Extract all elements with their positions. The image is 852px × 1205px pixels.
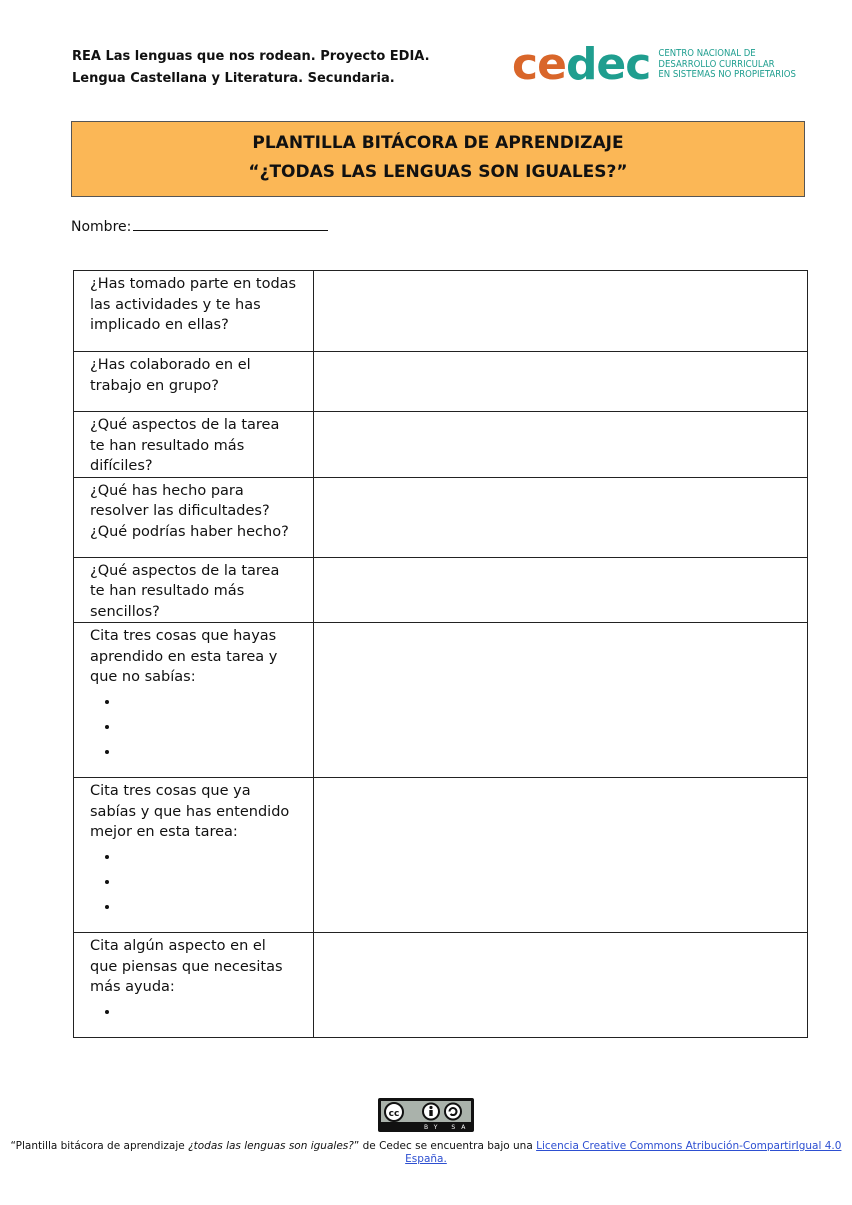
answer-cell[interactable] xyxy=(314,933,808,1038)
answer-cell[interactable] xyxy=(314,352,808,412)
answer-cell[interactable] xyxy=(314,557,808,623)
table-row xyxy=(74,557,808,623)
answer-cell[interactable] xyxy=(314,477,808,557)
footer-text-italic: ¿todas las lenguas son iguales? xyxy=(188,1140,354,1152)
header-line-2: Lengua Castellana y Literatura. Secundaria. xyxy=(72,71,395,86)
cc-symbols xyxy=(381,1101,471,1122)
table-row xyxy=(74,933,808,1038)
logo-wordmark xyxy=(512,40,650,90)
bullet-item xyxy=(120,690,297,715)
nombre-label: Nombre: xyxy=(71,219,132,235)
document-header xyxy=(72,46,430,90)
bullet-item xyxy=(120,715,297,740)
question-cell xyxy=(74,933,314,1038)
bullet-item xyxy=(120,1000,297,1025)
answer-cell[interactable] xyxy=(314,778,808,933)
question-cell xyxy=(74,778,314,933)
question-cell: ¿Qué aspectos de la tarea te han resultado más sencillos? xyxy=(74,557,314,623)
bullet-item xyxy=(120,870,297,895)
svg-text:cc: cc xyxy=(388,1109,400,1119)
title-line-1: PLANTILLA BITÁCORA DE APRENDIZAJE xyxy=(252,133,624,153)
creative-commons-by-sa-icon xyxy=(378,1098,474,1132)
title-line-2: “¿TODAS LAS LENGUAS SON IGUALES?” xyxy=(248,162,628,182)
question-cell: ¿Qué aspectos de la tarea te han resultado más difíciles? xyxy=(74,412,314,478)
bullet-item xyxy=(120,740,297,765)
logo-sub-line-2: DESARROLLO CURRICULAR xyxy=(658,58,775,70)
logo-word-teal: dec xyxy=(565,39,651,90)
question-cell xyxy=(74,623,314,778)
question-text: Cita tres cosas que hayas aprendido en esta tarea y que no sabías: xyxy=(90,628,278,685)
bullet-item xyxy=(120,895,297,920)
table-row xyxy=(74,477,808,557)
question-text: Cita algún aspecto en el que piensas que necesitas más ayuda: xyxy=(90,938,283,995)
table-row xyxy=(74,412,808,478)
title-box xyxy=(71,121,805,197)
logo-sub-line-3: EN SISTEMAS NO PROPIETARIOS xyxy=(658,69,796,81)
answer-cell[interactable] xyxy=(314,412,808,478)
license-text xyxy=(0,1140,852,1166)
answer-cell[interactable] xyxy=(314,623,808,778)
cc-badge-labels: BY SA xyxy=(424,1124,472,1131)
cedec-logo xyxy=(512,40,796,90)
header-line-1: REA Las lenguas que nos rodean. Proyecto EDIA. xyxy=(72,49,430,64)
nombre-blank-line[interactable] xyxy=(133,216,328,231)
table-row xyxy=(74,352,808,412)
question-cell: ¿Qué has hecho para resolver las dificultades? ¿Qué podrías haber hecho? xyxy=(74,477,314,557)
logo-word-orange: ce xyxy=(512,39,566,90)
bullet-list xyxy=(90,1000,297,1025)
question-cell: ¿Has colaborado en el trabajo en grupo? xyxy=(74,352,314,412)
license-link[interactable]: Licencia Creative Commons Atribución-CompartirIgual 4.0 España. xyxy=(405,1140,842,1165)
bullet-list xyxy=(90,845,297,920)
answer-cell[interactable] xyxy=(314,271,808,352)
bullet-list xyxy=(90,690,297,765)
logo-subtitle xyxy=(658,49,796,81)
footer-text-mid: ” de Cedec se encuentra bajo una xyxy=(353,1140,537,1152)
nombre-field xyxy=(71,216,328,235)
bitacora-table xyxy=(73,270,808,1038)
bullet-item xyxy=(120,845,297,870)
logo-sub-line-1: CENTRO NACIONAL DE xyxy=(658,48,756,60)
question-text: Cita tres cosas que ya sabías y que has entendido mejor en esta tarea: xyxy=(90,783,290,840)
question-cell: ¿Has tomado parte en todas las actividades y te has implicado en ellas? xyxy=(74,271,314,352)
footer-text-pre: “Plantilla bitácora de aprendizaje xyxy=(10,1140,189,1152)
footer xyxy=(0,1098,852,1166)
table-row xyxy=(74,778,808,933)
table-row xyxy=(74,623,808,778)
table-row xyxy=(74,271,808,352)
